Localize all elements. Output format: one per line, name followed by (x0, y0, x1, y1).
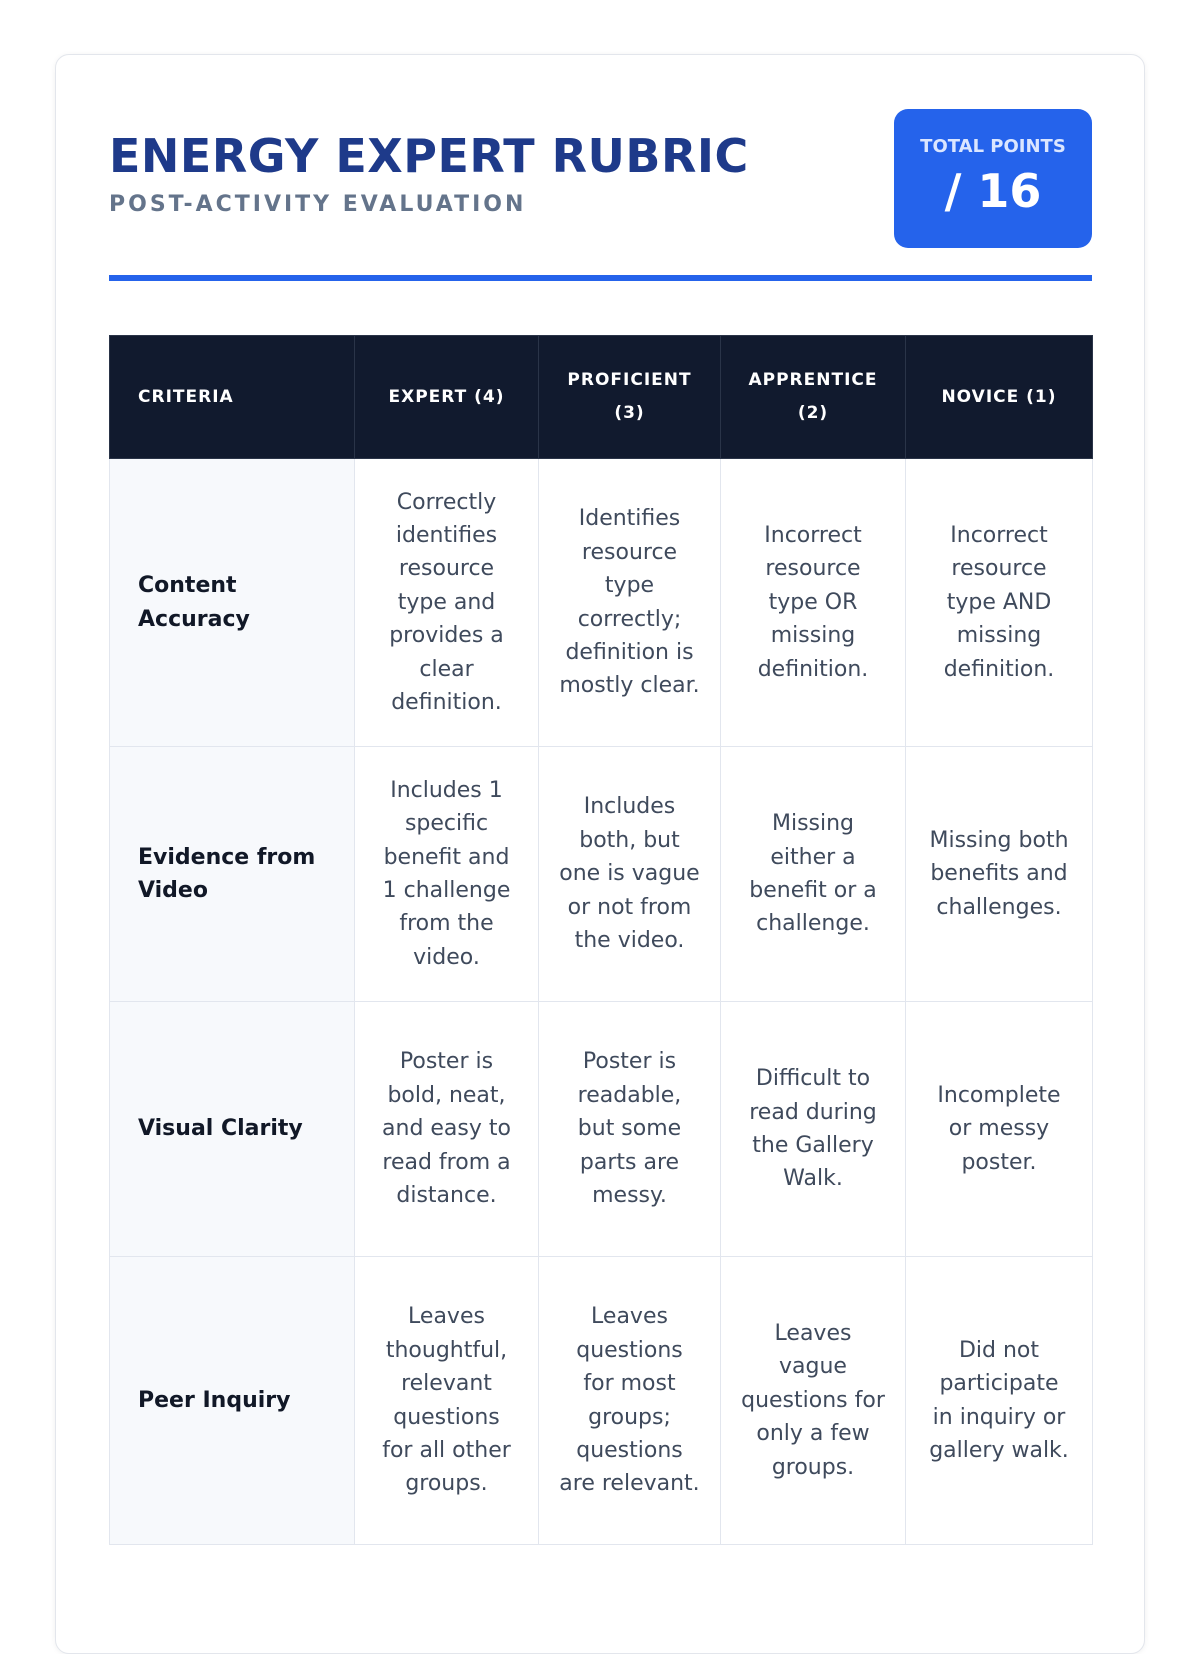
apprentice-cell: Missing either a benefit or a challenge. (721, 747, 906, 1002)
proficient-cell: Identifies resource type correctly; definition is mostly clear. (539, 459, 721, 747)
column-header-criteria: CRITERIA (110, 336, 355, 459)
expert-cell: Correctly identifies resource type and provides a clear definition. (355, 459, 539, 747)
table-row (110, 747, 1093, 1002)
criteria-cell: Visual Clarity (110, 1002, 355, 1257)
proficient-cell: Poster is readable, but some parts are messy. (539, 1002, 721, 1257)
novice-cell: Missing both benefits and challenges. (906, 747, 1093, 1002)
rubric-table (109, 335, 1093, 1545)
apprentice-cell: Incorrect resource type OR missing definition. (721, 459, 906, 747)
apprentice-cell: Difficult to read during the Gallery Walk. (721, 1002, 906, 1257)
novice-cell: Incomplete or messy poster. (906, 1002, 1093, 1257)
proficient-cell: Leaves questions for most groups; questions are relevant. (539, 1257, 721, 1545)
criteria-cell: Content Accuracy (110, 459, 355, 747)
rubric-header (109, 109, 1092, 281)
total-points-label: TOTAL POINTS (920, 136, 1066, 157)
expert-cell: Leaves thoughtful, relevant questions for all other groups. (355, 1257, 539, 1545)
table-header-row (110, 336, 1093, 459)
apprentice-cell: Leaves vague questions for only a few groups. (721, 1257, 906, 1545)
expert-cell: Poster is bold, neat, and easy to read from a distance. (355, 1002, 539, 1257)
proficient-cell: Includes both, but one is vague or not from the video. (539, 747, 721, 1002)
criteria-cell: Peer Inquiry (110, 1257, 355, 1545)
page-subtitle: POST-ACTIVITY EVALUATION (109, 192, 527, 217)
column-header-apprentice: APPRENTICE (2) (721, 336, 906, 459)
criteria-cell: Evidence from Video (110, 747, 355, 1002)
expert-cell: Includes 1 specific benefit and 1 challenge from the video. (355, 747, 539, 1002)
table-row (110, 1257, 1093, 1545)
total-points-value: / 16 (944, 164, 1042, 218)
table-row (110, 1002, 1093, 1257)
novice-cell: Did not participate in inquiry or gallery walk. (906, 1257, 1093, 1545)
column-header-novice: NOVICE (1) (906, 336, 1093, 459)
column-header-proficient: PROFICIENT (3) (539, 336, 721, 459)
page-title: ENERGY EXPERT RUBRIC (109, 129, 749, 183)
total-points-badge (894, 109, 1092, 248)
column-header-expert: EXPERT (4) (355, 336, 539, 459)
table-row (110, 459, 1093, 747)
novice-cell: Incorrect resource type AND missing definition. (906, 459, 1093, 747)
header-divider (109, 275, 1092, 281)
